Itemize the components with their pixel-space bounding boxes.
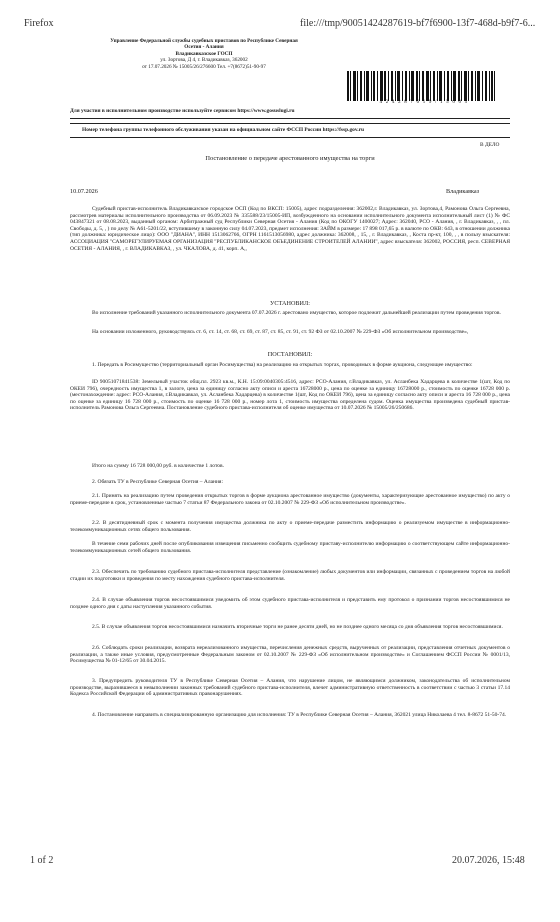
clause-2-3: 2.3. Обеспечить по требованию судебного пристава-исполнителя представление (ознакомление) любых документов или информации, связанных с проведением торгов на любой стадии их подготовки и проведения по месту нахождения судебного пристава-исполнителя.: [70, 569, 510, 582]
dept-name: Владикавказское ГОСП: [175, 50, 233, 57]
clause-2-6: 2.6. Соблюдать сроки реализации, возврата нереализованного имущества, перечисления денежных средств, вырученных от реализации, представления отчетных документов о реализации, а также иные условия, предусмотренные Федеральным законом от 02.10.2007 № 229-ФЗ «Об исполнительном производстве» и Соглашением ФССП России № 0001/13, Росимущества № 01-12/65 от 30.04.2015.: [70, 645, 510, 665]
document-city: Владикавказ: [446, 188, 480, 195]
phone-note: Номер телефона группы телефонного обслуживания указан на официальном сайте ФССП России https://fssp.gov.ru: [82, 127, 364, 133]
clause-4: 4. Постановление направить в специализированную организацию для исполнения: ТУ в Республике Северная Осетия – Алания, 362021 улица Николаева 4 тел. 8-8672 51-50-74.: [92, 712, 507, 718]
property-item: ID 90051071841538: Земельный участок общ.пл. 2923 кв.м., К.Н. 15:09:0040305:4516, адрес: РСО-Алания, г.Владикавказ, ул. Асланбека Хадарцева в количестве 1(шт, Код по ОКЕИ 796), очередность имущества 1, в залоге, цена за единицу согласно акту описи и ареста 16728000 р., цена по оценке за единицу 16728000 р., стоимость по оценке 16728 000 р. (местонахождение: адрес: РСО-Алания, г.Владикавказ, ул. Асланбека Хадарцева) в количестве 1(шт, Код по ОКЕИ 796), цена за единицу согласно акту описи и ареста 16 728 000 р., цена по оценке за единицу 16 728 000 р., стоимость по оценке 16 728 000 р., номер лота 1, стоимость имущества определена судом. Оценка имущества произведена судебный пристав-исполнитель Рамонова Ольга Сергеевна. Постановление судебного пристава-исполнителя об оценке имущества от 10.07.2026 № 15005/26/250686.: [70, 379, 510, 412]
browser-url[interactable]: file:///tmp/90051424287619-bf7f6900-13f7-468d-b9f7-6...: [300, 18, 536, 29]
barcode: [347, 71, 495, 101]
intro-paragraph: Судебный пристав-исполнитель Владикавказское городское ОСП (Код по ВКСП: 15005), адрес подразделения: 362002,г. Владикавказ, ул. Зортова,4, Рамонова Ольга Сергеевна, рассмотрев материалы исполнительного производства от 06.09.2023 № 335588/23/15005-ИП, возбужденного на основании исполнительного документа исполнительный лист (1) № ФС 043847321 от 08.08.2023, выданный органом: Арбитражный суд Республики Северная Осетия - Алания (Код по ОКОГУ 1400027; Адрес: 362040, РСО - Алания, , г. Владикавказ, , , пл. Свободы, д. 5, , ) по делу № А61-5201/22, вступившему в законную силу 04.07.2023, предмет исполнения: ЗАЙМ в размере: 17 898 017,65 р. в валюте по ОКВ: 643, в отношении должника (тип должника: юридическое лицо): ООО "ДИАНА", ИНН 1513062766, ОГРН 1161513056980, адрес должника: 362008, , 15, , г. Владикавказ, , Коста пр-кт, 100, , , в пользу взыскателя: АССОЦИАЦИЯ "САМОРЕГУЛИРУЕМАЯ ОРГАНИЗАЦИЯ "РЕСПУБЛИКАНСКОЕ ОБЪЕДИНЕНИЕ СТРОИТЕЛЕЙ АЛАНИИ", адрес взыскателя: 362002, РОССИЯ, респ. СЕВЕРНАЯ ОСЕТИЯ - АЛАНИЯ, , г. ВЛАДИКАВКАЗ, , ул. ЧКАЛОВА, д. 41, корп. А,,: [70, 206, 510, 252]
dept-address: ул. Зортова, Д 4, г. Владикавказ, 362002: [160, 57, 248, 64]
org-name-line2: Осетия - Алания: [184, 44, 224, 51]
clause-2-2-note: В течение семи рабочих дней после опубликования извещения письменно сообщить судебному приставу-исполнителю информацию о соответствующем сайте информационно-телекоммуникационных сетей общего пользования.: [70, 541, 510, 554]
divider: [70, 137, 510, 138]
org-name-line1: Управление Федеральной службы судебных приставов по Республике Северная: [110, 38, 298, 44]
dept-contacts: от 17.07.2026 № 15005/26/276600 Тел. +7(8672)51-90-97: [142, 63, 266, 70]
clause-2: 2. Обязать ТУ в Республике Северная Осетия – Алания:: [92, 479, 223, 485]
barcode-number: 4 2 4 2 8 7 6 1 9 / 1 5 0 0 5: [379, 100, 469, 105]
document-date: 10.07.2026: [70, 188, 98, 195]
clause-2-4: 2.4. В случае объявления торгов несостоявшимися уведомить об этом судебного пристава-исполнителя и представить ему протокол о признании торгов несостоявшимися не позднее одного дня с даты наступления указанного события.: [70, 597, 510, 610]
clause-2-2: 2.2. В десятидневный срок с момента получения имущества должника по акту о приеме-передаче разместить информацию о реализуемом имуществе в информационно-телекоммуникационных сетях общего пользования.: [70, 520, 510, 533]
participation-note: Для участия в исполнительном производстве используйте сервисом https://www.gosuslugi.ru: [70, 108, 295, 114]
clause-2-1: 2.1. Принять на реализацию путем проведения открытых торгов в форме аукциона арестованное имущество (документы, характеризующие арестованное имущество) по акту о приеме-передаче в срок, установленные частью 7 статьи 87 Федерального закона от 02.10.2007 № 229-ФЗ «Об исполнительном производстве».: [70, 493, 510, 506]
divider: [70, 123, 510, 124]
clause-1: 1. Передать в Росимущество (территориальный орган Росимущества) на реализацию на открытых торгах, проводимых в форме аукциона, следующее имущество:: [92, 362, 473, 368]
total-line: Итого на сумму 16 728 000,00 руб. в количестве 1 лотов.: [92, 463, 224, 469]
page-counter: 1 of 2: [30, 855, 54, 866]
divider: [70, 118, 510, 119]
org-header: [70, 38, 338, 70]
ustanovil-paragraph: Во исполнение требований указанного исполнительного документа 07.07.2026 г. арестовано имущество, которое подлежит дальнейшей реализации путем проведения торгов.: [92, 310, 501, 316]
section-heading-ustanovil: УСТАНОВИЛ:: [270, 300, 310, 307]
section-heading-postanovil: ПОСТАНОВИЛ:: [267, 351, 313, 358]
clause-2-5: 2.5. В случае объявления торгов несостоявшимися назначить вторичные торги не ранее десяти дней, но не позднее одного месяца со дня объявления торгов несостоявшимися.: [92, 624, 503, 630]
document-title: Постановление о передаче арестованного имущества на торги: [205, 155, 375, 162]
basis-paragraph: На основании изложенного, руководствуясь ст. 6, ст. 14, ст. 68, ст. 69, ст. 87, ст. 85, ст. 91, ст. 92 ФЗ от 02.10.2007 № 229-ФЗ «Об исполнительном производстве»,: [92, 329, 469, 335]
document-page: [70, 38, 518, 828]
print-datetime: 20.07.2026, 15:48: [452, 855, 525, 866]
browser-app-name: Firefox: [24, 18, 54, 29]
v-delo-mark: В ДЕЛО: [480, 142, 500, 148]
clause-3: 3. Предупредить руководителя ТУ в Республике Северная Осетия – Алания, что нарушение лицом, не являющимся должником, законодательства об исполнительном производстве, выразившееся в невыполнении законных требований судебного пристава-исполнителя, влечет административную ответственность в соответствии с частью 3 статьи 17.14 Кодекса Российской Федерации об административных правонарушениях.: [70, 678, 510, 698]
